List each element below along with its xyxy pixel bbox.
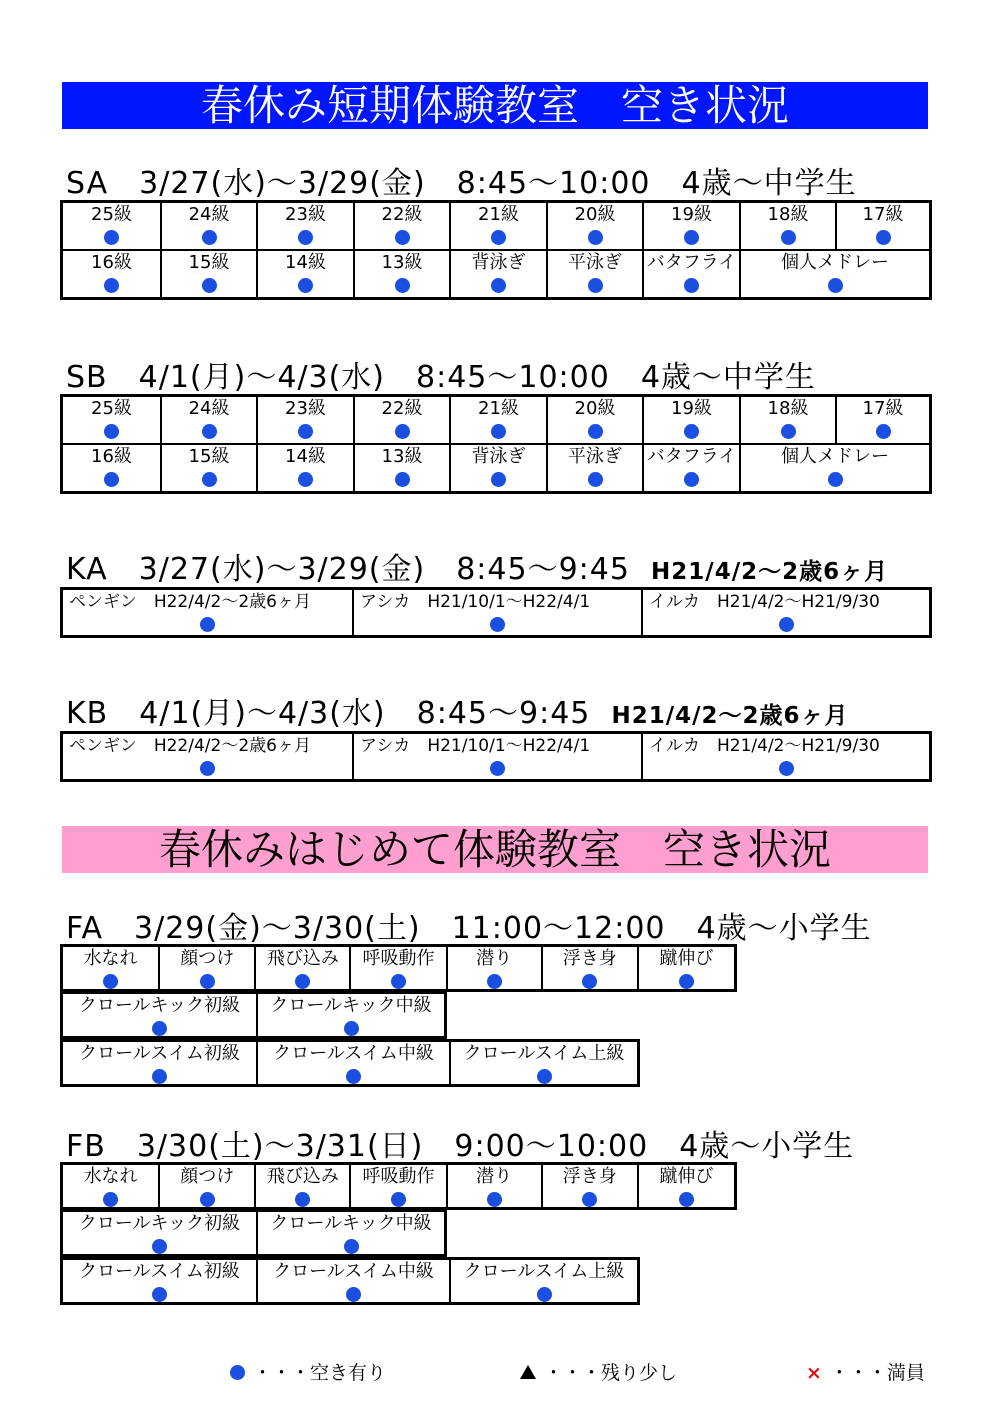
class-label: アシカ H21/10/1～H22/4/1 xyxy=(360,736,591,756)
class-label: 13級 xyxy=(381,252,423,273)
available-icon xyxy=(344,1021,359,1036)
fa-row-2 xyxy=(60,991,447,1039)
legend-few xyxy=(520,1358,677,1385)
available-icon xyxy=(490,617,505,632)
available-icon xyxy=(684,278,699,293)
available-icon xyxy=(298,278,313,293)
fb-cell xyxy=(63,1212,256,1254)
sa-cell xyxy=(642,203,739,249)
class-label: イルカ H21/4/2～H21/9/30 xyxy=(649,592,880,612)
class-label: 背泳ぎ xyxy=(471,252,526,273)
class-label: 個人メドレー xyxy=(781,446,889,467)
available-icon xyxy=(679,974,694,989)
sa-header: SA 3/27(水)～3/29(金) 8:45～10:00 4歳～中学生 xyxy=(66,166,857,201)
class-label: 21級 xyxy=(478,204,519,225)
sb-cell xyxy=(353,445,449,491)
sa-cell xyxy=(739,251,929,297)
available-icon xyxy=(104,278,119,293)
available-icon xyxy=(491,278,506,293)
sa-cell xyxy=(739,203,835,249)
fa-cell xyxy=(449,1042,637,1084)
legend-available-label: ・・・空き有り xyxy=(253,1362,387,1384)
class-label: 背泳ぎ xyxy=(471,446,526,467)
sa-cell xyxy=(449,251,546,297)
fb-cell xyxy=(637,1165,734,1207)
class-label: 15級 xyxy=(188,446,230,467)
sb-cell xyxy=(835,397,929,443)
sa-cell xyxy=(546,203,642,249)
sa-cell xyxy=(449,203,546,249)
fb-cell xyxy=(256,1260,449,1302)
fa-cell xyxy=(637,947,734,989)
fa-cell xyxy=(158,947,254,989)
fb-cell xyxy=(63,1260,256,1302)
available-icon xyxy=(779,617,794,632)
available-icon xyxy=(781,230,796,245)
class-label: 24級 xyxy=(188,204,230,225)
class-label: 25級 xyxy=(91,204,132,225)
class-label: クロールキック初級 xyxy=(78,1213,241,1234)
class-label: イルカ H21/4/2～H21/9/30 xyxy=(649,736,880,756)
available-icon xyxy=(684,472,699,487)
fb-cell xyxy=(446,1165,541,1207)
available-icon xyxy=(684,230,699,245)
fa-cell xyxy=(63,947,158,989)
available-icon xyxy=(202,472,217,487)
first-course-title: 春休みはじめて体験教室 空き状況 xyxy=(62,826,928,873)
kb-cell xyxy=(352,734,641,779)
short-course-title: 春休み短期体験教室 空き状況 xyxy=(62,82,928,129)
class-label: バタフライ xyxy=(646,446,737,467)
fb-row-3 xyxy=(60,1257,640,1305)
class-label: 潜り xyxy=(476,1166,513,1187)
available-icon xyxy=(346,1287,361,1302)
available-icon xyxy=(537,1069,552,1084)
legend-full-label: ・・・満員 xyxy=(829,1362,925,1384)
available-icon xyxy=(491,472,506,487)
available-icon xyxy=(391,974,406,989)
class-label: 20級 xyxy=(574,398,616,419)
class-label: 呼吸動作 xyxy=(362,1166,435,1187)
sa-cell xyxy=(63,251,160,297)
class-label: 22級 xyxy=(381,204,423,225)
class-label: クロールキック中級 xyxy=(270,1213,432,1234)
ka-table xyxy=(60,587,932,638)
fb-cell xyxy=(63,1165,158,1207)
available-icon xyxy=(104,424,119,439)
sa-cell xyxy=(63,203,160,249)
ka-cell xyxy=(352,590,641,635)
fb-cell xyxy=(449,1260,637,1302)
available-icon xyxy=(781,424,796,439)
kb-age-range: H21/4/2～2歳6ヶ月 xyxy=(611,703,849,729)
class-label: アシカ H21/10/1～H22/4/1 xyxy=(360,592,591,612)
class-label: 25級 xyxy=(91,398,132,419)
fa-row-3 xyxy=(60,1039,640,1087)
sb-cell xyxy=(160,445,256,491)
fb-header: FB 3/30(土)～3/31(日) 9:00～10:00 4歳～小学生 xyxy=(66,1129,855,1164)
kb-schedule: KB 4/1(月)～4/3(水) 8:45～9:45 xyxy=(66,696,591,731)
class-label: 23級 xyxy=(285,204,326,225)
class-label: 蹴伸び xyxy=(659,948,714,969)
available-icon xyxy=(876,230,891,245)
class-label: 14級 xyxy=(285,252,326,273)
class-label: クロールスイム初級 xyxy=(79,1043,240,1064)
fa-cell xyxy=(63,994,256,1036)
available-icon xyxy=(684,424,699,439)
available-icon xyxy=(202,278,217,293)
fb-cell xyxy=(256,1212,444,1254)
available-icon xyxy=(395,472,410,487)
available-icon xyxy=(391,1192,406,1207)
legend-full xyxy=(806,1358,925,1385)
ka-cell xyxy=(641,590,929,635)
class-label: 20級 xyxy=(574,204,616,225)
class-label: 浮き身 xyxy=(562,1166,617,1187)
legend-few-label: ・・・残り少し xyxy=(544,1362,678,1384)
sa-cell xyxy=(546,251,642,297)
class-label: クロールスイム中級 xyxy=(273,1043,434,1064)
sb-cell xyxy=(256,397,353,443)
class-label: クロールスイム上級 xyxy=(463,1043,625,1064)
class-label: クロールキック初級 xyxy=(78,995,241,1016)
sa-cell xyxy=(160,203,256,249)
available-icon xyxy=(202,230,217,245)
sa-cell xyxy=(835,203,929,249)
sb-cell xyxy=(546,397,642,443)
class-label: 飛び込み xyxy=(266,948,339,969)
sa-cell xyxy=(353,251,449,297)
class-label: クロールスイム初級 xyxy=(79,1261,240,1282)
class-label: 平泳ぎ xyxy=(568,252,622,273)
class-label: 17級 xyxy=(862,204,904,225)
fa-cell xyxy=(256,994,444,1036)
available-icon xyxy=(200,617,215,632)
kb-cell xyxy=(641,734,929,779)
class-label: クロールスイム上級 xyxy=(463,1261,625,1282)
fa-cell xyxy=(63,1042,256,1084)
sb-cell xyxy=(63,445,160,491)
sb-cell xyxy=(256,445,353,491)
available-icon xyxy=(298,424,313,439)
sa-cell xyxy=(256,251,353,297)
class-label: 22級 xyxy=(381,398,423,419)
available-icon xyxy=(588,230,603,245)
sa-cell xyxy=(642,251,739,297)
sb-cell xyxy=(642,445,739,491)
class-label: 18級 xyxy=(767,398,809,419)
sa-row-1 xyxy=(63,203,929,249)
available-icon xyxy=(828,472,843,487)
sb-row-1 xyxy=(63,397,929,443)
available-icon xyxy=(588,424,603,439)
class-label: 24級 xyxy=(188,398,230,419)
available-icon xyxy=(230,1365,245,1380)
available-icon xyxy=(152,1021,167,1036)
sa-cell xyxy=(256,203,353,249)
fa-cell xyxy=(256,1042,449,1084)
available-icon xyxy=(679,1192,694,1207)
sb-header: SB 4/1(月)～4/3(水) 8:45～10:00 4歳～中学生 xyxy=(66,360,816,395)
sb-cell xyxy=(160,397,256,443)
cross-icon: × xyxy=(806,1362,822,1384)
available-icon xyxy=(202,424,217,439)
class-label: 13級 xyxy=(381,446,423,467)
available-icon xyxy=(200,761,215,776)
available-icon xyxy=(537,1287,552,1302)
sb-cell xyxy=(546,445,642,491)
available-icon xyxy=(103,1192,118,1207)
sa-row-2 xyxy=(63,249,929,297)
class-label: 水なれ xyxy=(83,1166,138,1187)
class-label: 個人メドレー xyxy=(781,252,889,273)
fa-row-1 xyxy=(60,944,737,992)
sa-table xyxy=(60,200,932,300)
available-icon xyxy=(200,974,215,989)
available-icon xyxy=(104,472,119,487)
class-label: 平泳ぎ xyxy=(568,446,622,467)
class-label: 16級 xyxy=(91,252,132,273)
class-label: 浮き身 xyxy=(562,948,617,969)
class-label: 顔つけ xyxy=(180,948,235,969)
class-label: 飛び込み xyxy=(266,1166,339,1187)
class-label: 23級 xyxy=(285,398,326,419)
fa-header: FA 3/29(金)～3/30(土) 11:00～12:00 4歳～小学生 xyxy=(66,911,872,946)
fb-cell xyxy=(349,1165,445,1207)
class-label: ペンギン H22/4/2～2歳6ヶ月 xyxy=(69,736,311,756)
ka-age-range: H21/4/2～2歳6ヶ月 xyxy=(651,559,889,585)
available-icon xyxy=(295,974,310,989)
ka-cell xyxy=(63,590,352,635)
sb-row-2 xyxy=(63,443,929,491)
available-icon xyxy=(295,1192,310,1207)
kb-header xyxy=(66,688,849,732)
fa-cell xyxy=(446,947,541,989)
class-label: 18級 xyxy=(767,204,809,225)
ka-row xyxy=(63,590,929,635)
class-label: 潜り xyxy=(476,948,513,969)
sa-cell xyxy=(353,203,449,249)
fa-cell xyxy=(541,947,637,989)
sb-cell xyxy=(642,397,739,443)
available-icon xyxy=(152,1239,167,1254)
available-icon xyxy=(298,230,313,245)
available-icon xyxy=(395,424,410,439)
available-icon xyxy=(395,278,410,293)
legend-available xyxy=(230,1358,386,1385)
class-label: 蹴伸び xyxy=(659,1166,714,1187)
class-label: クロールスイム中級 xyxy=(273,1261,434,1282)
fa-cell xyxy=(254,947,349,989)
fb-row-1 xyxy=(60,1162,737,1210)
fb-cell xyxy=(158,1165,254,1207)
available-icon xyxy=(346,1069,361,1084)
available-icon xyxy=(152,1069,167,1084)
sb-cell xyxy=(739,397,835,443)
fa-cell xyxy=(349,947,445,989)
class-label: 17級 xyxy=(862,398,904,419)
class-label: 水なれ xyxy=(83,948,138,969)
available-icon xyxy=(828,278,843,293)
available-icon xyxy=(779,761,794,776)
sb-cell xyxy=(449,397,546,443)
available-icon xyxy=(152,1287,167,1302)
triangle-icon xyxy=(520,1365,536,1379)
class-label: 16級 xyxy=(91,446,132,467)
available-icon xyxy=(876,424,891,439)
class-label: 19級 xyxy=(671,398,712,419)
fb-cell xyxy=(541,1165,637,1207)
available-icon xyxy=(395,230,410,245)
sb-cell xyxy=(739,445,929,491)
sb-cell xyxy=(353,397,449,443)
available-icon xyxy=(487,974,502,989)
ka-schedule: KA 3/27(水)～3/29(金) 8:45～9:45 xyxy=(66,552,630,587)
class-label: 顔つけ xyxy=(180,1166,235,1187)
kb-cell xyxy=(63,734,352,779)
available-icon xyxy=(582,974,597,989)
available-icon xyxy=(588,278,603,293)
class-label: 呼吸動作 xyxy=(362,948,435,969)
available-icon xyxy=(491,230,506,245)
class-label: バタフライ xyxy=(646,252,737,273)
fb-cell xyxy=(254,1165,349,1207)
class-label: 15級 xyxy=(188,252,230,273)
available-icon xyxy=(490,761,505,776)
available-icon xyxy=(588,472,603,487)
available-icon xyxy=(487,1192,502,1207)
class-label: 14級 xyxy=(285,446,326,467)
kb-table xyxy=(60,731,932,782)
class-label: 19級 xyxy=(671,204,712,225)
available-icon xyxy=(200,1192,215,1207)
sb-cell xyxy=(449,445,546,491)
available-icon xyxy=(104,230,119,245)
available-icon xyxy=(103,974,118,989)
available-icon xyxy=(344,1239,359,1254)
class-label: 21級 xyxy=(478,398,519,419)
kb-row xyxy=(63,734,929,779)
available-icon xyxy=(582,1192,597,1207)
sb-cell xyxy=(63,397,160,443)
available-icon xyxy=(491,424,506,439)
sb-table xyxy=(60,394,932,494)
class-label: クロールキック中級 xyxy=(270,995,432,1016)
class-label: ペンギン H22/4/2～2歳6ヶ月 xyxy=(69,592,311,612)
ka-header xyxy=(66,544,888,588)
fb-row-2 xyxy=(60,1209,447,1257)
available-icon xyxy=(298,472,313,487)
sa-cell xyxy=(160,251,256,297)
